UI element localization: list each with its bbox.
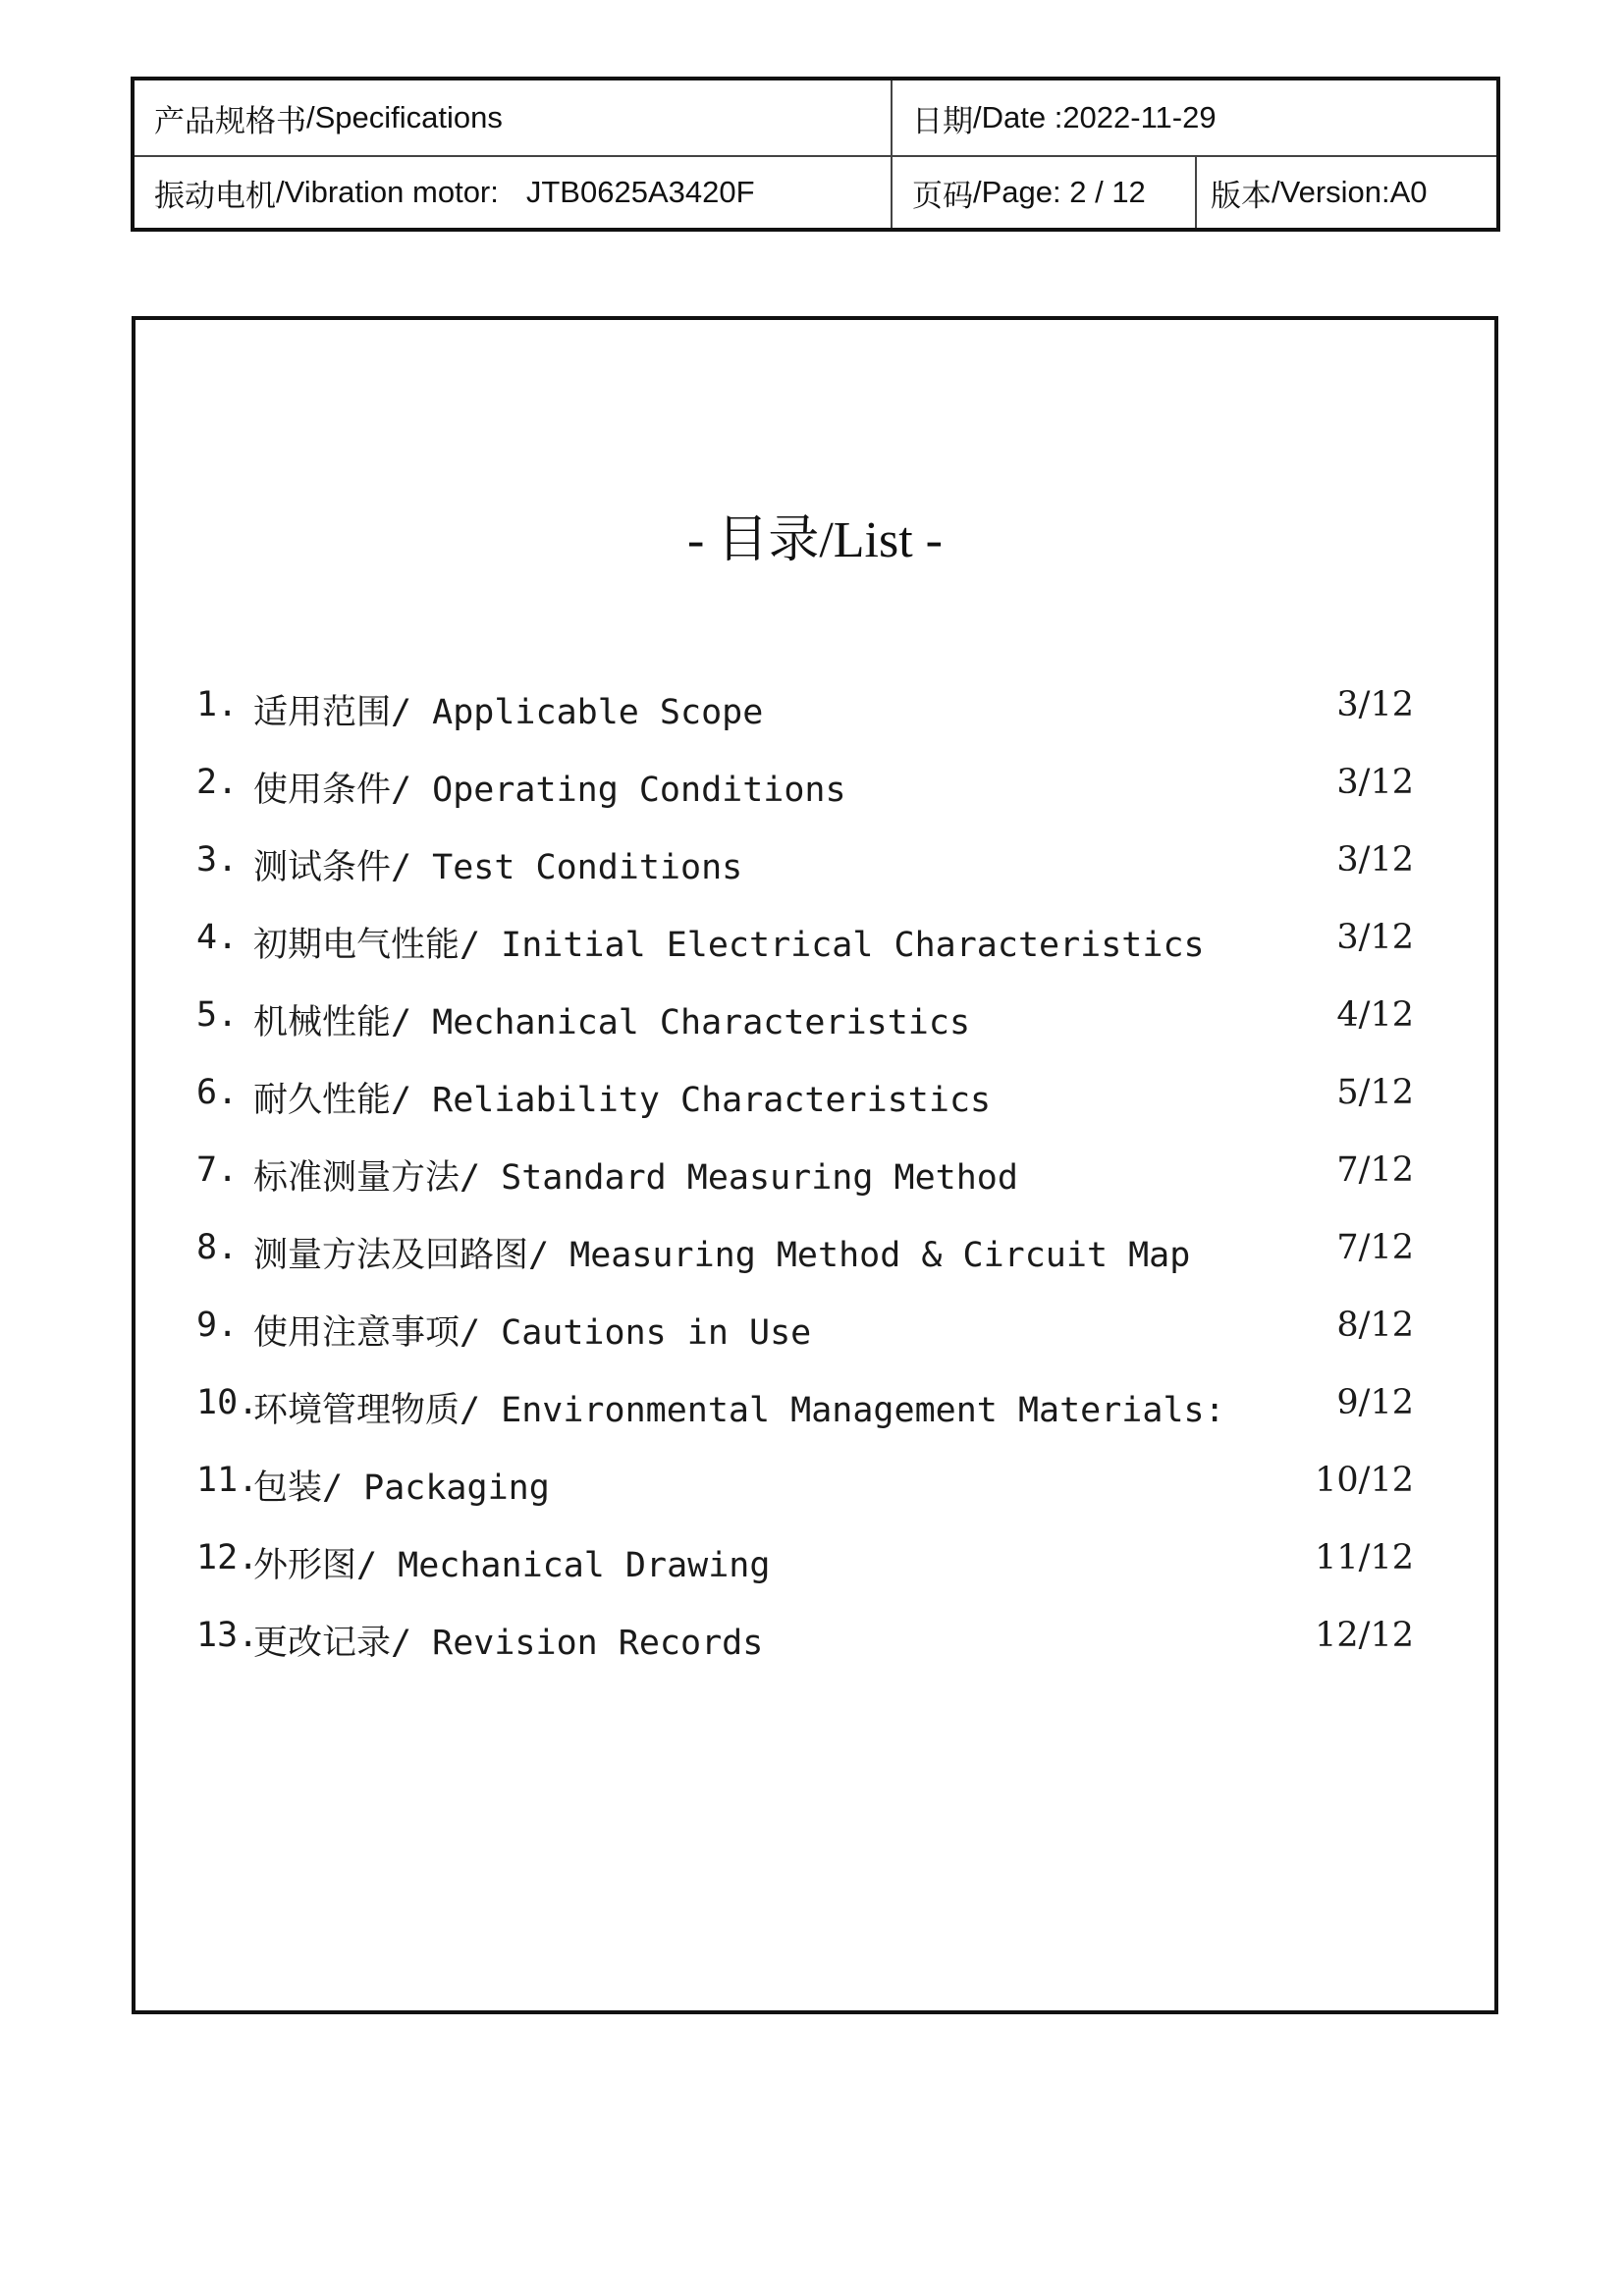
toc-item-page: 12/12: [1315, 1616, 1414, 1655]
toc-item-number: 6.: [196, 1073, 239, 1112]
toc-item-label: 适用范围/ Applicable Scope: [253, 693, 764, 732]
toc-item-test-conditions[interactable]: [196, 840, 1414, 918]
vibration-motor-cell: [135, 157, 891, 228]
toc-item-label: 使用条件/ Operating Conditions: [253, 771, 846, 810]
toc-item-page: 3/12: [1336, 840, 1414, 880]
toc-item-page: 3/12: [1336, 918, 1414, 957]
toc-item-page: 7/12: [1336, 1150, 1414, 1190]
toc-item-label: 测试条件/ Test Conditions: [253, 848, 743, 887]
motor-label-cn: 振动电机: [154, 178, 276, 214]
toc-item-cautions-in-use[interactable]: [196, 1306, 1414, 1383]
version-value: /Version:A0: [1272, 175, 1428, 209]
toc-item-label: 包装/ Packaging: [253, 1468, 550, 1508]
toc-item-label: 机械性能/ Mechanical Characteristics: [253, 1003, 971, 1042]
content-frame: [132, 316, 1498, 2014]
toc-title: - 目录/List -: [687, 512, 943, 568]
version-label-cn: 版本: [1211, 178, 1272, 214]
toc-item-mechanical-characteristics[interactable]: [196, 995, 1414, 1073]
toc-item-packaging[interactable]: [196, 1461, 1414, 1538]
toc-item-label: 耐久性能/ Reliability Characteristics: [253, 1081, 992, 1120]
page-label-cn: 页码: [912, 178, 973, 214]
toc-item-number: 2.: [196, 763, 239, 802]
specifications-cell: [135, 80, 891, 155]
toc-item-page: 8/12: [1336, 1306, 1414, 1345]
toc-item-number: 1.: [196, 685, 239, 724]
date-value: /Date :2022-11-29: [973, 100, 1217, 134]
toc-item-number: 4.: [196, 918, 239, 957]
document-header-table: [131, 77, 1500, 232]
date-cell: [893, 80, 1496, 155]
date-label-cn: 日期: [912, 103, 973, 139]
toc-item-page: 3/12: [1336, 685, 1414, 724]
toc-item-page: 5/12: [1336, 1073, 1414, 1112]
toc-item-label: 外形图/ Mechanical Drawing: [253, 1546, 771, 1585]
toc-item-number: 9.: [196, 1306, 239, 1345]
toc-item-label: 初期电气性能/ Initial Electrical Characteristics: [253, 926, 1205, 965]
page-number-cell: [893, 157, 1195, 228]
toc-item-number: 10.: [196, 1383, 259, 1422]
toc-item-number: 11.: [196, 1461, 259, 1500]
motor-label-en: /Vibration motor:: [276, 175, 499, 209]
toc-item-page: 7/12: [1336, 1228, 1414, 1267]
version-cell: [1197, 157, 1496, 228]
motor-model-number: JTB0625A3420F: [525, 175, 755, 209]
toc-item-initial-electrical-characteristics[interactable]: [196, 918, 1414, 995]
toc-item-label: 使用注意事项/ Cautions in Use: [253, 1313, 812, 1353]
specifications-label-en: /Specifications: [306, 100, 503, 134]
toc-item-page: 10/12: [1315, 1461, 1414, 1500]
toc-item-number: 5.: [196, 995, 239, 1035]
toc-item-page: 9/12: [1336, 1383, 1414, 1422]
toc-item-reliability-characteristics[interactable]: [196, 1073, 1414, 1150]
toc-item-revision-records[interactable]: [196, 1616, 1414, 1688]
toc-item-number: 3.: [196, 840, 239, 880]
toc-item-number: 8.: [196, 1228, 239, 1267]
toc-item-number: 12.: [196, 1538, 259, 1577]
toc-item-applicable-scope[interactable]: [196, 685, 1414, 763]
toc-list: [196, 685, 1414, 1688]
toc-item-label: 环境管理物质/ Environmental Management Materials:: [253, 1391, 1225, 1430]
toc-item-operating-conditions[interactable]: [196, 763, 1414, 840]
toc-item-standard-measuring-method[interactable]: [196, 1150, 1414, 1228]
toc-item-page: 11/12: [1315, 1538, 1414, 1577]
toc-item-label: 标准测量方法/ Standard Measuring Method: [253, 1158, 1018, 1198]
toc-item-label: 测量方法及回路图/ Measuring Method & Circuit Map: [253, 1236, 1191, 1275]
toc-item-mechanical-drawing[interactable]: [196, 1538, 1414, 1616]
toc-item-number: 13.: [196, 1616, 259, 1655]
toc-item-label: 更改记录/ Revision Records: [253, 1624, 764, 1663]
toc-item-page: 4/12: [1336, 995, 1414, 1035]
toc-item-number: 7.: [196, 1150, 239, 1190]
specifications-label-cn: 产品规格书: [154, 103, 306, 139]
toc-item-page: 3/12: [1336, 763, 1414, 802]
toc-item-environmental-management-materials[interactable]: [196, 1383, 1414, 1461]
page-number-value: /Page: 2 / 12: [973, 175, 1146, 209]
toc-item-measuring-method-circuit-map[interactable]: [196, 1228, 1414, 1306]
